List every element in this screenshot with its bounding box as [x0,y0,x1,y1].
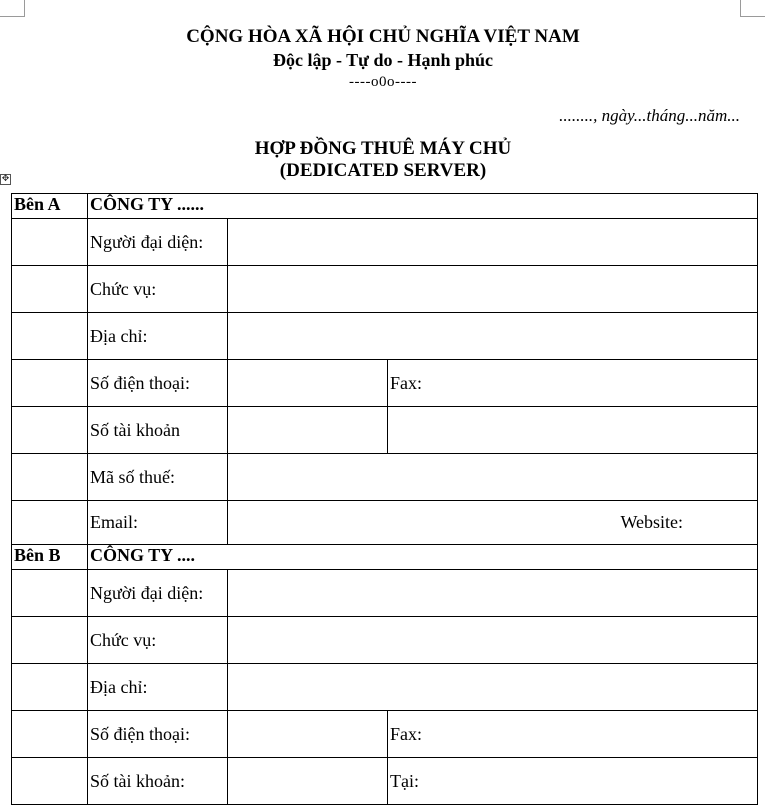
table-row [12,570,758,617]
party-a-position-field[interactable] [228,266,758,313]
party-b-address-field[interactable] [228,664,758,711]
party-a-account-label: Số tài khoản [88,407,228,454]
party-a-email-label: Email: [88,501,228,545]
move-icon[interactable]: ✥ [1,174,10,184]
table-row [12,758,758,805]
party-a-company[interactable]: CÔNG TY ...... [88,194,758,219]
party-a-position-label: Chức vụ: [88,266,228,313]
date-line: ........, ngày...tháng...năm... [559,106,740,125]
national-title: CỘNG HÒA XÃ HỘI CHỦ NGHĨA VIỆT NAM [186,26,580,47]
table-row [12,407,758,454]
party-b-phone-field[interactable] [228,711,388,758]
party-b-position-field[interactable] [228,617,758,664]
party-a-address-label: Địa chỉ: [88,313,228,360]
party-a-phone-label: Số điện thoại: [88,360,228,407]
table-row [12,219,758,266]
party-a-account-field[interactable] [228,407,388,454]
contract-title: HỢP ĐỒNG THUÊ MÁY CHỦ [254,138,512,159]
table-row [12,617,758,664]
party-a-account-extra-field[interactable] [388,407,758,454]
national-motto: Độc lập - Tự do - Hạnh phúc [272,50,494,70]
party-b-company[interactable]: CÔNG TY .... [88,545,758,570]
contract-parties-table [11,193,758,805]
party-a-header-row [12,194,758,219]
party-a-label: Bên A [12,194,88,219]
party-a-representative-label: Người đại diện: [88,219,228,266]
party-b-position-label: Chức vụ: [88,617,228,664]
party-a-fax-field[interactable]: Fax: [388,360,758,407]
page-corner-mark-right [740,0,765,17]
table-row [12,454,758,501]
party-a-representative-field[interactable] [228,219,758,266]
party-b-header-row [12,545,758,570]
table-row [12,360,758,407]
party-a-website-label: Website: [620,512,683,532]
table-row [12,664,758,711]
party-b-label: Bên B [12,545,88,570]
party-b-address-label: Địa chỉ: [88,664,228,711]
table-row [12,313,758,360]
party-b-account-field[interactable] [228,758,388,805]
party-a-tax-field[interactable] [228,454,758,501]
page-corner-mark-left [0,0,25,17]
heading-decoration: ----o0o---- [349,74,417,90]
party-b-representative-label: Người đại diện: [88,570,228,617]
party-b-fax-field[interactable]: Fax: [388,711,758,758]
party-b-account-label: Số tài khoản: [88,758,228,805]
party-b-representative-field[interactable] [228,570,758,617]
contract-subtitle: (DEDICATED SERVER) [279,160,487,181]
table-row [12,266,758,313]
party-b-bank-field[interactable]: Tại: [388,758,758,805]
party-a-tax-label: Mã số thuế: [88,454,228,501]
party-a-address-field[interactable] [228,313,758,360]
table-row [12,711,758,758]
party-a-email-website-field[interactable] [228,501,758,545]
table-row [12,501,758,545]
party-b-phone-label: Số điện thoại: [88,711,228,758]
party-a-phone-field[interactable] [228,360,388,407]
